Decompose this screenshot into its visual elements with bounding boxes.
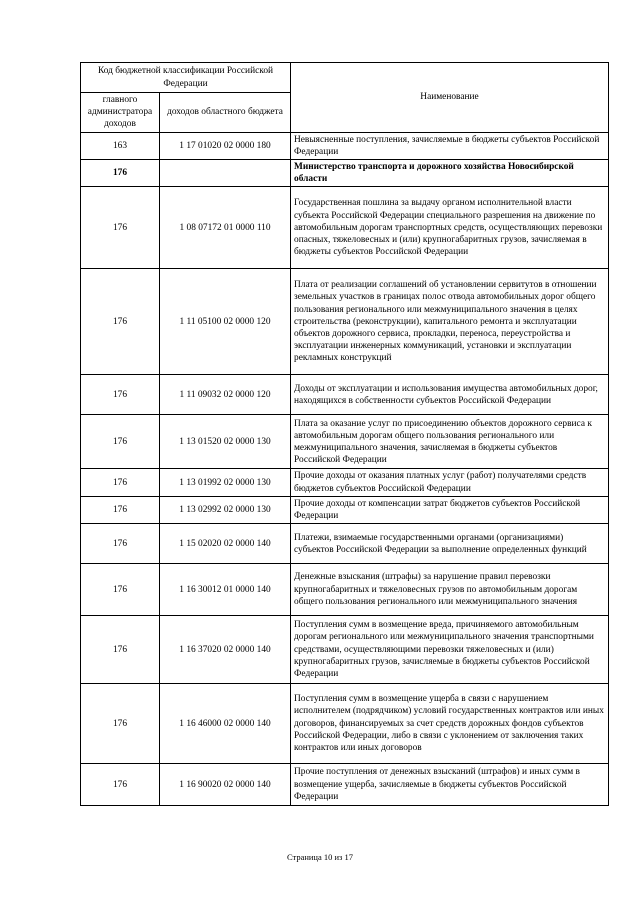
table-row — [81, 269, 609, 375]
table-row — [81, 375, 609, 415]
header-name: Наименование — [291, 63, 609, 133]
header-admin: главного администратора доходов — [81, 93, 160, 133]
table-row — [81, 764, 609, 806]
income-code: 1 16 37020 02 0000 140 — [160, 616, 291, 684]
ministry-name: Министерство транспорта и дорожного хозяйства Новосибирской области — [291, 160, 609, 187]
income-code: 1 16 90020 02 0000 140 — [160, 764, 291, 806]
income-name: Поступления сумм в возмещение ущерба в связи с нарушением исполнителем (подрядчиком) условий государственных контрактов или иных договоров, финансируемых за счет средств дорожных фондов субъектов Российской Федерации, либо в связи с уклонением от заключения таких контрактов или иных договоров — [291, 684, 609, 764]
income-name: Прочие доходы от оказания платных услуг (работ) получателями средств бюджетов субъектов Российской Федерации — [291, 469, 609, 496]
income-code: 1 13 02992 02 0000 130 — [160, 496, 291, 523]
admin-code: 176 — [81, 415, 160, 469]
table-row — [81, 616, 609, 684]
admin-code: 176 — [81, 564, 160, 616]
table-row — [81, 469, 609, 496]
table-row — [81, 496, 609, 523]
income-code: 1 11 09032 02 0000 120 — [160, 375, 291, 415]
header-income: доходов областного бюджета — [160, 93, 291, 133]
admin-code: 176 — [81, 684, 160, 764]
budget-classification-table — [80, 62, 609, 806]
admin-code: 176 — [81, 160, 160, 187]
admin-code: 176 — [81, 524, 160, 564]
admin-code: 176 — [81, 764, 160, 806]
income-code: 1 08 07172 01 0000 110 — [160, 187, 291, 269]
admin-code: 176 — [81, 469, 160, 496]
page-number: Страница 10 из 17 — [286, 852, 354, 862]
header-group-title: Код бюджетной классификации Российской Федерации — [81, 63, 291, 93]
income-code: 1 15 02020 02 0000 140 — [160, 524, 291, 564]
income-code: 1 13 01992 02 0000 130 — [160, 469, 291, 496]
income-name: Государственная пошлина за выдачу органом исполнительной власти субъекта Российской Федерации специального разрешения на движение по автомобильным дорогам транспортных средств, осуществляющих перевозки опасных, тяжеловесных и (или) крупногабаритных грузов, зачисляемая в бюджеты субъектов Российской Федерации — [291, 187, 609, 269]
admin-code: 176 — [81, 187, 160, 269]
table-row — [81, 132, 609, 159]
income-code: 1 13 01520 02 0000 130 — [160, 415, 291, 469]
income-name: Невыясненные поступления, зачисляемые в бюджеты субъектов Российской Федерации — [291, 132, 609, 159]
income-name: Прочие поступления от денежных взысканий (штрафов) и иных сумм в возмещение ущерба, зачисляемые в бюджеты субъектов Российской Федерации — [291, 764, 609, 806]
income-code — [160, 160, 291, 187]
admin-code: 176 — [81, 496, 160, 523]
admin-code: 176 — [81, 616, 160, 684]
admin-code: 176 — [81, 269, 160, 375]
income-name: Плата за оказание услуг по присоединению объектов дорожного сервиса к автомобильным дорогам общего пользования регионального или межмуниципального значения, зачисляемая в бюджеты субъектов Российской Федерации — [291, 415, 609, 469]
income-code: 1 17 01020 02 0000 180 — [160, 132, 291, 159]
table-row-ministry — [81, 160, 609, 187]
income-code: 1 11 05100 02 0000 120 — [160, 269, 291, 375]
table-row — [81, 564, 609, 616]
table-row — [81, 684, 609, 764]
income-name: Денежные взыскания (штрафы) за нарушение правил перевозки крупногабаритных и тяжеловесных грузов по автомобильным дорогам общего пользования регионального или межмуниципального значения — [291, 564, 609, 616]
income-name: Плата от реализации соглашений об установлении сервитутов в отношении земельных участков в границах полос отвода автомобильных дорог общего пользования регионального или межмуниципального значения в целях строительства (реконструкции), капитального ремонта и эксплуатации объектов дорожного сервиса, прокладки, переноса, переустройства и эксплуатации инженерных коммуникаций, установки и эксплуатации рекламных конструкций — [291, 269, 609, 375]
table-row — [81, 524, 609, 564]
admin-code: 163 — [81, 132, 160, 159]
income-name: Платежи, взимаемые государственными органами (организациями) субъектов Российской Федерации за выполнение определенных функций — [291, 524, 609, 564]
income-name: Доходы от эксплуатации и использования имущества автомобильных дорог, находящихся в собственности субъектов Российской Федерации — [291, 375, 609, 415]
table-row — [81, 415, 609, 469]
table-row — [81, 187, 609, 269]
income-code: 1 16 46000 02 0000 140 — [160, 684, 291, 764]
admin-code: 176 — [81, 375, 160, 415]
income-name: Прочие доходы от компенсации затрат бюджетов субъектов Российской Федерации — [291, 496, 609, 523]
income-name: Поступления сумм в возмещение вреда, причиняемого автомобильным дорогам регионального или межмуниципального значения транспортными средствами, осуществляющими перевозки тяжеловесных и (или) крупногабаритных грузов, зачисляемые в бюджеты субъектов Российской Федерации — [291, 616, 609, 684]
income-code: 1 16 30012 01 0000 140 — [160, 564, 291, 616]
